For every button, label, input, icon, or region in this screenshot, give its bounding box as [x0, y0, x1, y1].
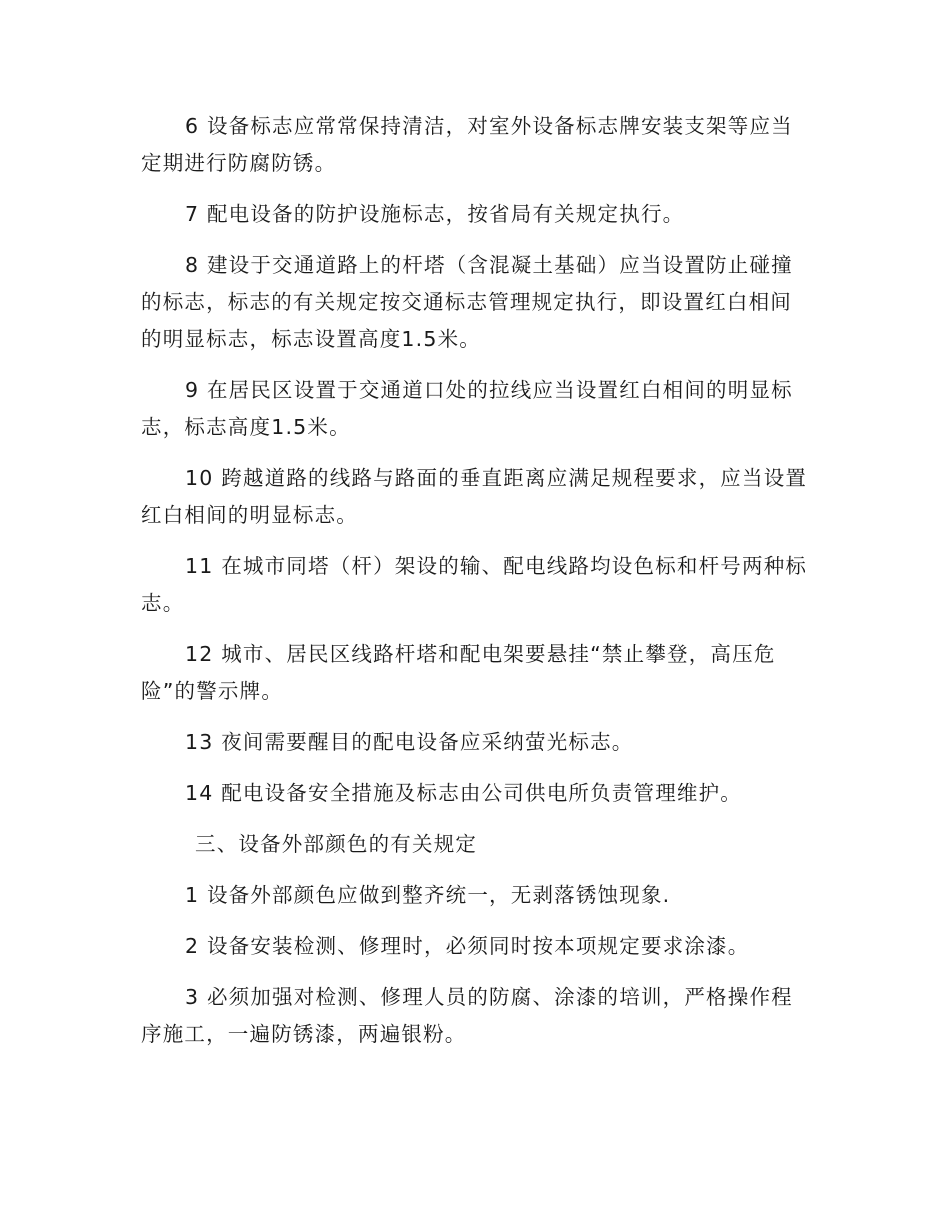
paragraph-gap — [141, 534, 813, 548]
paragraph-gap — [141, 761, 813, 775]
paragraph-gap — [141, 358, 813, 372]
paragraph-item-10: 10 跨越道路的线路与路面的垂直距离应满足规程要求，应当设置红白相间的明显标志。 — [141, 466, 808, 527]
paragraph-gap — [141, 914, 813, 928]
document-page — [141, 108, 813, 1053]
section-paragraph-3: 3 必须加强对检测、修理人员的防腐、涂漆的培训，严格操作程序施工，一遍防锈漆，两遍银粉。 — [141, 985, 793, 1046]
section-heading: 三、设备外部颜色的有关规定 — [195, 832, 478, 856]
paragraph-item-13: 13 夜间需要醒目的配电设备应采纳萤光标志。 — [185, 730, 634, 754]
paragraph-gap — [141, 446, 813, 460]
paragraph-gap — [141, 622, 813, 636]
paragraph-item-8: 8 建设于交通道路上的杆塔（含混凝土基础）应当设置防止碰撞的标志，标志的有关规定按交通标志管理规定执行，即设置红白相间的明显标志，标志设置高度1.5米。 — [141, 253, 793, 351]
section-paragraph-1: 1 设备外部颜色应做到整齐统一，无剥落锈蚀现象. — [185, 883, 671, 907]
paragraph-gap — [141, 965, 813, 979]
paragraph-gap — [141, 863, 813, 877]
paragraph-item-11: 11 在城市同塔（杆）架设的输、配电线路均设色标和杆号两种标志。 — [141, 554, 808, 615]
paragraph-gap — [141, 812, 813, 826]
paragraph-gap — [141, 182, 813, 196]
paragraph-item-9: 9 在居民区设置于交通道口处的拉线应当设置红白相间的明显标志，标志高度1.5米。 — [141, 378, 793, 439]
paragraph-item-7: 7 配电设备的防护设施标志，按省局有关规定执行。 — [185, 202, 685, 226]
paragraph-item-14: 14 配电设备安全措施及标志由公司供电所负责管理维护。 — [185, 781, 743, 805]
section-paragraph-2: 2 设备安装检测、修理时，必须同时按本项规定要求涂漆。 — [185, 934, 750, 958]
paragraph-gap — [141, 233, 813, 247]
paragraph-gap — [141, 710, 813, 724]
paragraph-item-12: 12 城市、居民区线路杆塔和配电架要悬挂“禁止攀登，高压危险”的警示牌。 — [141, 642, 776, 703]
paragraph-item-6: 6 设备标志应常常保持清洁，对室外设备标志牌安装支架等应当定期进行防腐防锈。 — [141, 114, 793, 175]
